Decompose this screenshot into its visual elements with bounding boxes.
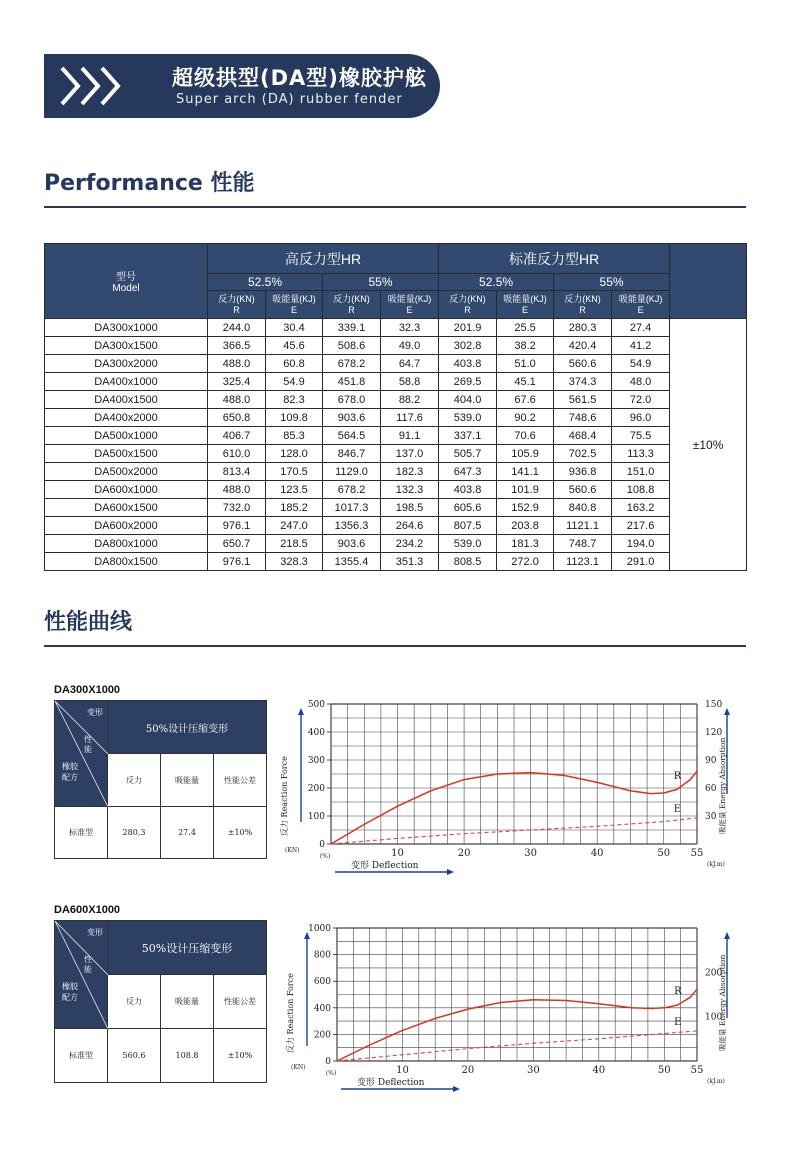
value-cell: 374.3	[554, 373, 612, 391]
value-cell: 60.8	[266, 355, 323, 373]
model-cell: DA400x1500	[45, 391, 208, 409]
x-tick-label: 30	[526, 1065, 540, 1076]
value-cell: 406.7	[208, 427, 266, 445]
value-cell: 25.5	[497, 319, 554, 337]
diag-perf: 性能	[84, 735, 92, 754]
value-cell: 58.8	[381, 373, 439, 391]
diag-deform: 变形	[87, 708, 103, 717]
x-axis-arrowhead	[447, 869, 454, 875]
spec-diag-cell	[55, 921, 108, 1029]
y-tick-label: 400	[307, 728, 325, 738]
value-cell: 45.6	[266, 337, 323, 355]
value-cell: 170.5	[266, 463, 323, 481]
value-cell: 91.1	[381, 427, 439, 445]
x-axis-arrowhead	[453, 1086, 460, 1092]
y-right-tick-label: 30	[705, 812, 717, 822]
table-row	[45, 427, 747, 445]
value-cell: 163.2	[612, 499, 670, 517]
spec-diag-cell	[55, 701, 108, 807]
spec-table	[54, 920, 267, 1083]
x-tick-label: 20	[461, 1065, 475, 1076]
y-axis-label: 反力 Reaction Force	[286, 973, 295, 1053]
value-cell: 269.5	[439, 373, 497, 391]
value-cell: 41.2	[612, 337, 670, 355]
x-axis-label: 变形 Deflection	[351, 861, 419, 871]
value-cell: 561.5	[554, 391, 612, 409]
value-cell: 117.6	[381, 409, 439, 427]
model-cell: DA300x2000	[45, 355, 208, 373]
x-tick-label: 30	[524, 848, 538, 859]
table-row	[45, 391, 747, 409]
model-cell: DA300x1500	[45, 337, 208, 355]
value-cell: 337.1	[439, 427, 497, 445]
value-cell: 748.6	[554, 409, 612, 427]
x-tick-label: 10	[391, 848, 404, 859]
value-cell: 678.0	[323, 391, 381, 409]
value-cell: 560.6	[554, 481, 612, 499]
chart-block-1	[54, 684, 267, 859]
value-cell: 217.6	[612, 517, 670, 535]
model-header: 型号 Model	[45, 244, 208, 319]
col-r: 反力(KN) R	[554, 291, 612, 319]
col-tol: 性能公差	[214, 754, 267, 807]
value-cell: 54.9	[266, 373, 323, 391]
hr-pct-b: 55%	[323, 274, 439, 291]
spec-energy: 108.8	[161, 1029, 214, 1083]
value-cell: 610.0	[208, 445, 266, 463]
value-cell: 123.5	[266, 481, 323, 499]
y-right-unit-label: (kJ.m)	[707, 861, 725, 868]
value-cell: 82.3	[266, 391, 323, 409]
std-pct-a: 52.5%	[439, 274, 554, 291]
tolerance-cell: ±10%	[670, 319, 747, 571]
value-cell: 185.2	[266, 499, 323, 517]
table-row	[45, 535, 747, 553]
value-cell: 194.0	[612, 535, 670, 553]
value-cell: 748.7	[554, 535, 612, 553]
col-force: 反力	[108, 754, 161, 807]
title-banner	[44, 54, 440, 118]
value-cell: 137.0	[381, 445, 439, 463]
banner-title-en: Super arch (DA) rubber fender	[176, 92, 403, 107]
model-cell: DA600x1000	[45, 481, 208, 499]
value-cell: 451.8	[323, 373, 381, 391]
value-cell: 1355.4	[323, 553, 381, 571]
y-right-tick-label: 100	[705, 1012, 723, 1023]
y-tick-label: 0	[319, 840, 325, 850]
value-cell: 560.6	[554, 355, 612, 373]
value-cell: 198.5	[381, 499, 439, 517]
value-cell: 339.1	[323, 319, 381, 337]
diag-perf: 性能	[84, 955, 92, 974]
y-unit-label: (KN)	[291, 1064, 306, 1071]
value-cell: 1129.0	[323, 463, 381, 481]
chevron-arrows-icon	[58, 66, 138, 106]
diag-rubber: 橡胶配方	[62, 982, 78, 1002]
table-row	[45, 337, 747, 355]
table-row	[45, 409, 747, 427]
value-cell: 203.8	[497, 517, 554, 535]
x-axis-label: 变形 Deflection	[357, 1078, 425, 1088]
value-cell: 903.6	[323, 409, 381, 427]
value-cell: 976.1	[208, 517, 266, 535]
y-tick-label: 500	[307, 700, 325, 710]
value-cell: 108.8	[612, 481, 670, 499]
model-cell: DA600x1500	[45, 499, 208, 517]
value-cell: 488.0	[208, 355, 266, 373]
table-row	[45, 481, 747, 499]
x-tick-label: 20	[457, 848, 471, 859]
value-cell: 51.0	[497, 355, 554, 373]
value-cell: 325.4	[208, 373, 266, 391]
table-row	[45, 553, 747, 571]
diag-deform: 变形	[87, 928, 103, 937]
value-cell: 650.7	[208, 535, 266, 553]
y-tick-label: 100	[307, 812, 325, 822]
model-cell: DA600x2000	[45, 517, 208, 535]
model-cell: DA500x2000	[45, 463, 208, 481]
value-cell: 264.6	[381, 517, 439, 535]
col-e: 吸能量(KJ) E	[497, 291, 554, 319]
std-pct-b: 55%	[554, 274, 670, 291]
model-cell: DA800x1500	[45, 553, 208, 571]
y-right-tick-label: 200	[705, 968, 723, 979]
value-cell: 280.3	[554, 319, 612, 337]
spec-energy: 27.4	[161, 807, 214, 859]
value-cell: 201.9	[439, 319, 497, 337]
value-cell: 302.8	[439, 337, 497, 355]
table-row	[45, 463, 747, 481]
value-cell: 54.9	[612, 355, 670, 373]
value-cell: 976.1	[208, 553, 266, 571]
x-tick-label: 55	[690, 1065, 704, 1076]
value-cell: 101.9	[497, 481, 554, 499]
y-tick-label: 400	[313, 1003, 331, 1014]
y-right-tick-label: 150	[705, 700, 723, 710]
value-cell: 291.0	[612, 553, 670, 571]
value-cell: 218.5	[266, 535, 323, 553]
value-cell: 539.0	[439, 409, 497, 427]
col-e: 吸能量(KJ) E	[266, 291, 323, 319]
model-cell: DA300x1000	[45, 319, 208, 337]
value-cell: 182.3	[381, 463, 439, 481]
design-header: 50%设计压缩变形	[108, 701, 267, 754]
value-cell: 505.7	[439, 445, 497, 463]
value-cell: 605.6	[439, 499, 497, 517]
table-row	[45, 319, 747, 337]
col-energy: 吸能量	[161, 754, 214, 807]
chart-model-label: DA600X1000	[54, 904, 121, 916]
y-right-axis-label: 吸能量 Energy Absorption	[718, 737, 727, 834]
table-row	[45, 517, 747, 535]
value-cell: 27.4	[612, 319, 670, 337]
design-header: 50%设计压缩变形	[108, 921, 267, 975]
value-cell: 488.0	[208, 481, 266, 499]
y-tick-label: 200	[307, 784, 325, 794]
x-unit-label: (%)	[319, 853, 331, 860]
tolerance-header	[670, 244, 747, 319]
diag-rubber: 橡胶配方	[62, 762, 78, 782]
value-cell: 702.5	[554, 445, 612, 463]
value-cell: 539.0	[439, 535, 497, 553]
y-tick-label: 200	[313, 1030, 331, 1041]
value-cell: 488.0	[208, 391, 266, 409]
model-cell: DA500x1000	[45, 427, 208, 445]
value-cell: 234.2	[381, 535, 439, 553]
value-cell: 64.7	[381, 355, 439, 373]
value-cell: 75.5	[612, 427, 670, 445]
y-right-axis-label: 吸能量 Energy Absorption	[718, 954, 727, 1051]
spec-force: 560.6	[108, 1029, 161, 1083]
x-tick-label: 40	[592, 1065, 606, 1076]
value-cell: 244.0	[208, 319, 266, 337]
value-cell: 1121.1	[554, 517, 612, 535]
curve-label-r: R	[673, 771, 682, 783]
value-cell: 808.5	[439, 553, 497, 571]
value-cell: 152.9	[497, 499, 554, 517]
value-cell: 247.0	[266, 517, 323, 535]
model-cell: DA400x2000	[45, 409, 208, 427]
y-right-axis-arrowhead	[724, 932, 730, 939]
value-cell: 403.8	[439, 355, 497, 373]
performance-chart-1	[275, 692, 745, 878]
value-cell: 272.0	[497, 553, 554, 571]
value-cell: 48.0	[612, 373, 670, 391]
x-tick-label: 50	[657, 1065, 671, 1076]
value-cell: 90.2	[497, 409, 554, 427]
value-cell: 109.8	[266, 409, 323, 427]
y-right-axis-arrowhead	[724, 708, 730, 715]
performance-divider	[44, 206, 746, 208]
col-e: 吸能量(KJ) E	[612, 291, 670, 319]
y-tick-label: 600	[313, 977, 331, 988]
col-e: 吸能量(KJ) E	[381, 291, 439, 319]
row-type: 标准型	[55, 807, 108, 859]
col-tol: 性能公差	[214, 975, 267, 1029]
value-cell: 903.6	[323, 535, 381, 553]
value-cell: 30.4	[266, 319, 323, 337]
col-energy: 吸能量	[161, 975, 214, 1029]
spec-force: 280.3	[108, 807, 161, 859]
table-row	[45, 373, 747, 391]
y-right-tick-label: 60	[705, 784, 717, 794]
value-cell: 113.3	[612, 445, 670, 463]
value-cell: 807.5	[439, 517, 497, 535]
y-axis-arrowhead	[298, 708, 304, 715]
value-cell: 328.3	[266, 553, 323, 571]
value-cell: 404.0	[439, 391, 497, 409]
value-cell: 468.4	[554, 427, 612, 445]
performance-table	[44, 243, 747, 571]
y-right-unit-label: (kJ.m)	[707, 1078, 725, 1085]
value-cell: 32.3	[381, 319, 439, 337]
model-cell: DA400x1000	[45, 373, 208, 391]
value-cell: 366.5	[208, 337, 266, 355]
chart-block-2	[54, 904, 267, 1083]
value-cell: 647.3	[439, 463, 497, 481]
y-right-tick-label: 120	[705, 728, 723, 738]
curve-label-r: R	[674, 985, 682, 997]
value-cell: 508.6	[323, 337, 381, 355]
banner-title-cn: 超级拱型(DA型)橡胶护舷	[172, 66, 427, 90]
col-r: 反力(KN) R	[439, 291, 497, 319]
value-cell: 420.4	[554, 337, 612, 355]
col-r: 反力(KN) R	[323, 291, 381, 319]
col-r: 反力(KN) R	[208, 291, 266, 319]
value-cell: 49.0	[381, 337, 439, 355]
y-tick-label: 300	[307, 756, 325, 766]
value-cell: 813.4	[208, 463, 266, 481]
value-cell: 1017.3	[323, 499, 381, 517]
curves-divider	[44, 645, 746, 647]
spec-tol: ±10%	[214, 807, 267, 859]
hr-pct-a: 52.5%	[208, 274, 323, 291]
value-cell: 1356.3	[323, 517, 381, 535]
y-tick-label: 1000	[308, 924, 331, 934]
model-cell: DA800x1000	[45, 535, 208, 553]
value-cell: 403.8	[439, 481, 497, 499]
y-tick-label: 800	[313, 950, 331, 961]
value-cell: 85.3	[266, 427, 323, 445]
col-force: 反力	[108, 975, 161, 1029]
value-cell: 936.8	[554, 463, 612, 481]
x-tick-label: 50	[657, 848, 671, 859]
group-hr-header: 高反力型HR	[208, 244, 439, 274]
value-cell: 72.0	[612, 391, 670, 409]
value-cell: 45.1	[497, 373, 554, 391]
group-std-header: 标准反力型HR	[439, 244, 670, 274]
x-tick-label: 40	[590, 848, 604, 859]
spec-tol: ±10%	[214, 1029, 267, 1083]
chart-model-label: DA300X1000	[54, 684, 121, 696]
y-axis-label: 反力 Reaction Force	[280, 756, 289, 836]
y-right-tick-label: 90	[705, 756, 717, 766]
value-cell: 70.6	[497, 427, 554, 445]
value-cell: 105.9	[497, 445, 554, 463]
x-unit-label: (%)	[325, 1070, 337, 1077]
value-cell: 96.0	[612, 409, 670, 427]
value-cell: 88.2	[381, 391, 439, 409]
y-tick-label: 0	[325, 1057, 331, 1067]
curve-label-e: E	[674, 1016, 682, 1028]
x-tick-label: 10	[396, 1065, 409, 1076]
value-cell: 128.0	[266, 445, 323, 463]
y-unit-label: (KN)	[285, 847, 300, 854]
value-cell: 151.0	[612, 463, 670, 481]
table-row	[45, 355, 747, 373]
table-row	[45, 499, 747, 517]
value-cell: 351.3	[381, 553, 439, 571]
value-cell: 650.8	[208, 409, 266, 427]
model-cell: DA500x1500	[45, 445, 208, 463]
value-cell: 141.1	[497, 463, 554, 481]
x-tick-label: 55	[690, 848, 704, 859]
value-cell: 840.8	[554, 499, 612, 517]
value-cell: 732.0	[208, 499, 266, 517]
performance-chart-2	[275, 918, 745, 1098]
value-cell: 678.2	[323, 355, 381, 373]
curve-label-e: E	[673, 803, 682, 815]
value-cell: 132.3	[381, 481, 439, 499]
value-cell: 1123.1	[554, 553, 612, 571]
value-cell: 846.7	[323, 445, 381, 463]
row-type: 标准型	[55, 1029, 108, 1083]
value-cell: 564.5	[323, 427, 381, 445]
value-cell: 38.2	[497, 337, 554, 355]
table-row	[45, 445, 747, 463]
spec-table	[54, 700, 267, 859]
value-cell: 678.2	[323, 481, 381, 499]
performance-heading: Performance 性能	[44, 171, 255, 196]
value-cell: 67.6	[497, 391, 554, 409]
curves-heading: 性能曲线	[44, 610, 133, 635]
value-cell: 181.3	[497, 535, 554, 553]
